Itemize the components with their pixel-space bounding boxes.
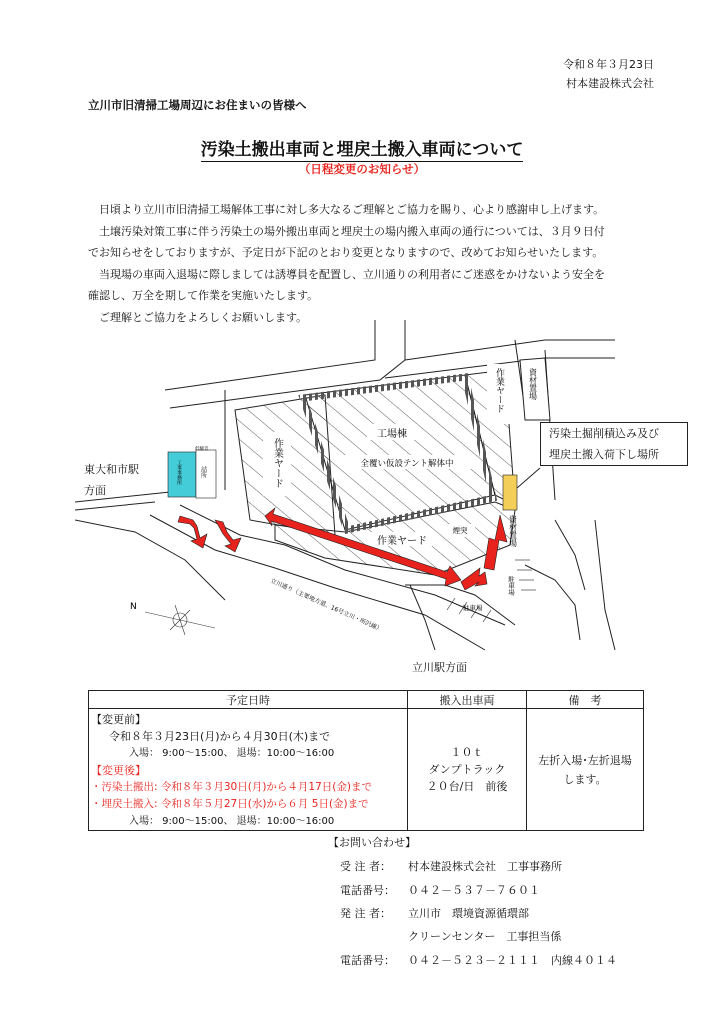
orderer-value: 立川市 環境資源循環部 xyxy=(408,907,529,920)
recipient-label: 受 注 者： xyxy=(340,860,391,873)
phone1-label: 電話番号： xyxy=(340,884,395,897)
addressee: 立川市旧清掃工場周辺にお住まいの皆様へ xyxy=(88,98,307,112)
road-label: 立川通り（主要地方道、16号立川・所沢線） xyxy=(269,577,384,634)
before-hours: 入場： 9:00～15:00、 退場：10:00～16:00 xyxy=(129,748,335,759)
hut-label: 詰所 xyxy=(199,466,207,478)
title-text: 汚染土搬出車両と埋戻土搬入車両について xyxy=(200,140,524,160)
higashiyamato-line2: 方面 xyxy=(84,484,106,497)
body-line: でお知らせをしておりますが、予定日が下記のとおり変更となりますので、改めてお知らせいたします。 xyxy=(88,246,604,259)
material-yard-bottom-label: 資材置場 xyxy=(508,515,518,547)
work-yard-left-label: 作業ヤード xyxy=(271,438,283,488)
factory-label: 工場棟 xyxy=(377,429,407,440)
note-line1: 左折入場･左折退場 xyxy=(538,753,632,767)
arrow-entry xyxy=(215,520,241,552)
phone2-value: ０４２－５２３－２１１１ 内線４０１４ xyxy=(408,954,617,967)
page-title xyxy=(0,135,724,160)
after-line1: ・汚染土搬出: 令和８年３月30日(月)から４月17日(金)まで xyxy=(91,781,372,793)
header-date: 予定日時 xyxy=(89,691,408,709)
date-block xyxy=(563,55,654,93)
issue-date: 令和８年３月23日 xyxy=(563,58,654,71)
callout-box xyxy=(540,422,688,466)
note-line2: します。 xyxy=(563,772,607,786)
note-cell xyxy=(527,709,644,831)
higashiyamato-line1: 東大和市駅 xyxy=(84,463,139,476)
callout-line2: 埋戻土搬入荷下し場所 xyxy=(549,448,659,461)
work-yard-bottom-label: 作業ヤード xyxy=(377,536,427,547)
body-line: 土壌汚染対策工事に伴う汚染土の場外搬出車両と埋戻土の場内搬入車両の通行については、３月９日付 xyxy=(88,224,605,238)
vehicle-line1: １０ｔ xyxy=(450,746,484,759)
orderer-label: 発 注 者： xyxy=(340,907,391,920)
work-yard-right-label: 作業ヤード xyxy=(494,368,504,413)
recipient-value: 村本建設株式会社 工事事務所 xyxy=(408,860,562,873)
phone2-label: 電話番号： xyxy=(340,954,395,967)
parking-label-1: 駐車場 xyxy=(507,576,515,596)
office-label: 工事事務所 xyxy=(176,460,182,485)
after-tag: 【変更後】 xyxy=(91,764,146,777)
after-hours: 入場： 9:00～15:00、 退場：10:00～16:00 xyxy=(129,816,335,827)
tent-label: 全覆い仮設テント解体中 xyxy=(360,459,454,469)
issuer-company: 村本建設株式会社 xyxy=(566,77,654,90)
vehicle-line2: ダンプトラック xyxy=(428,763,506,776)
body-line: 確認し、万全を期して作業を実施いたします。 xyxy=(88,289,319,302)
vehicle-cell xyxy=(408,709,527,831)
low-noise-label: 低騒音 xyxy=(195,447,209,452)
compass-rose xyxy=(145,605,215,635)
loading-area xyxy=(503,475,517,510)
arrow-exit xyxy=(461,568,487,590)
callout-line1: 汚染土掘削積込み及び xyxy=(549,427,659,440)
schedule-dates xyxy=(89,709,408,831)
header-note: 備 考 xyxy=(527,691,644,709)
tachikawa-direction: 立川駅方面 xyxy=(412,661,467,674)
before-tag: 【変更前】 xyxy=(91,713,146,726)
before-line: 令和８年３月23日(月)から４月30日(木)まで xyxy=(109,730,331,743)
body-line: ご理解とご協力をよろしくお願いします。 xyxy=(88,310,308,324)
contact-heading: 【お問い合わせ】 xyxy=(328,836,416,849)
site-office xyxy=(168,452,196,497)
schedule-table xyxy=(88,690,644,831)
notice-body xyxy=(88,199,648,328)
callout-leader xyxy=(517,468,540,488)
orderer-value2: クリーンセンター 工事担当係 xyxy=(408,930,562,943)
north-label: N xyxy=(130,602,137,612)
header-vehicle: 搬入出車両 xyxy=(408,691,527,709)
chimney-label: 煙突 xyxy=(452,526,468,535)
vehicle-line3: ２０台/日 前後 xyxy=(426,780,508,793)
higashiyamato-direction xyxy=(84,459,139,501)
phone1-value: ０４２－５３７－７６０１ xyxy=(408,884,540,897)
after-line2: ・埋戻土搬入: 令和８年５月27日(水)から６月 5日(金)まで xyxy=(91,798,369,810)
body-line: 当現場の車両入退場に際しましては誘導員を配置し、立川通りの利用者にご迷惑をかけないよう安全を xyxy=(88,267,605,281)
table-header-row xyxy=(89,691,644,709)
page-subtitle: （日程変更のお知らせ） xyxy=(298,162,426,176)
parking-label-2: 駐車場 xyxy=(463,604,483,612)
material-yard-top-label: 資材置場 xyxy=(528,368,538,400)
body-line: 日頃より立川市旧清掃工場解体工事に対し多大なるご理解とご協力を賜り、心より感謝申し上げます。 xyxy=(88,203,605,216)
table-row xyxy=(89,709,644,831)
site-map xyxy=(75,320,695,680)
